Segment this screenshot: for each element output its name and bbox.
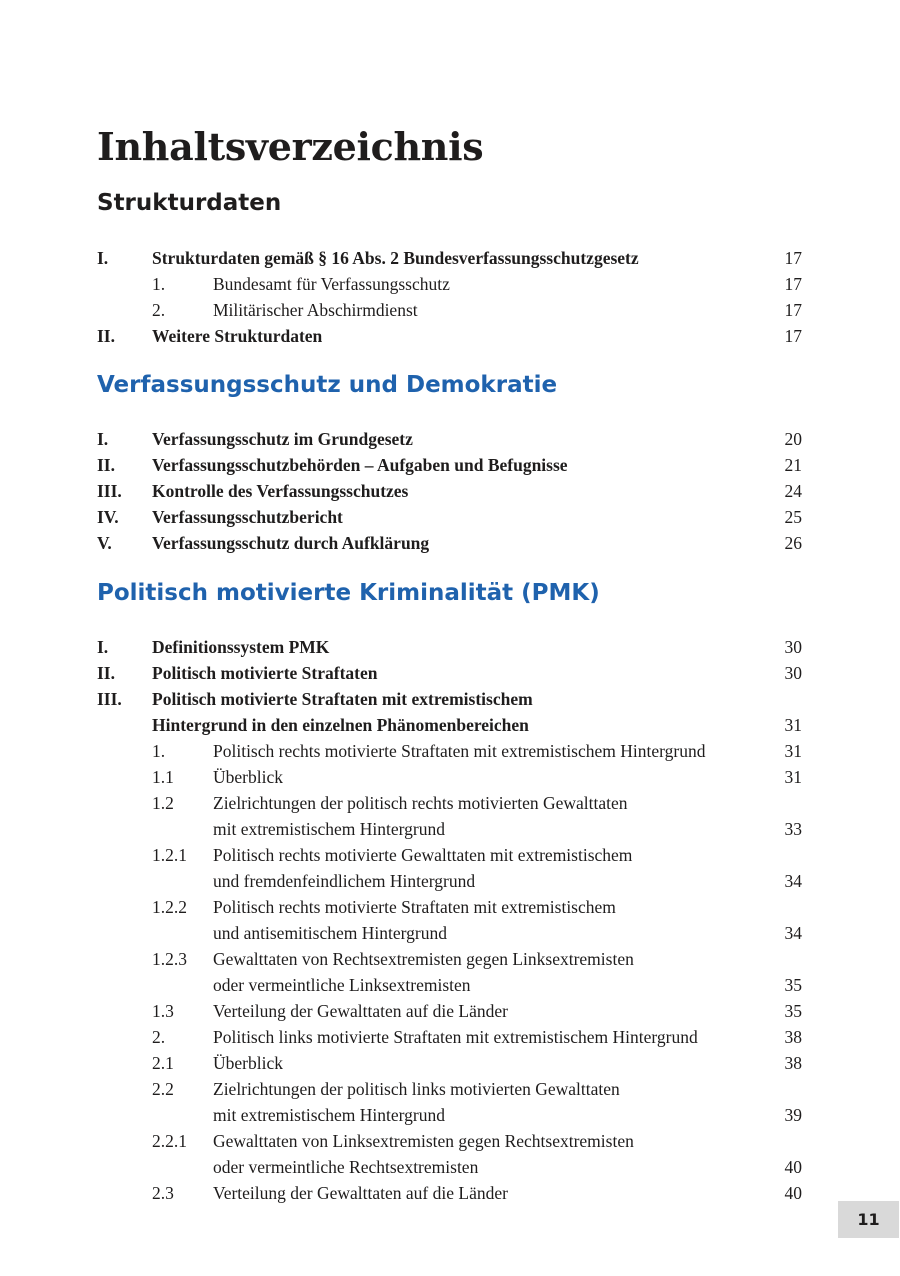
toc-entry[interactable] (97, 297, 802, 323)
toc-entry-title: Zielrichtungen der politisch links motivierten Gewalttaten (213, 1079, 620, 1099)
toc-entry[interactable] (97, 245, 802, 271)
toc-entry[interactable] (97, 712, 802, 738)
toc-entry-title: Verfassungsschutz im Grundgesetz (152, 429, 413, 449)
toc-entry-page: 26 (784, 533, 802, 553)
toc-entry[interactable] (97, 634, 802, 660)
toc-entry-number: 1.1 (152, 767, 174, 787)
toc-entry-page: 38 (784, 1053, 802, 1073)
toc-entry-title: Verfassungsschutzbehörden – Aufgaben und Befugnisse (152, 455, 568, 475)
toc-entry-title: und fremdenfeindlichem Hintergrund (213, 871, 476, 891)
page-title: Inhaltsverzeichnis (97, 124, 484, 169)
toc-entry-number: I. (97, 429, 109, 449)
toc-entry-title: Weitere Strukturdaten (152, 326, 323, 346)
toc-entry[interactable] (97, 790, 802, 816)
toc-entry[interactable] (97, 686, 802, 712)
toc-entry-title: und antisemitischem Hintergrund (213, 923, 447, 943)
toc-entry-title: oder vermeintliche Linksextremisten (213, 975, 471, 995)
toc-entry-number: II. (97, 455, 115, 475)
section-heading-strukturdaten: Strukturdaten (97, 190, 282, 216)
toc-entry-title: Kontrolle des Verfassungsschutzes (152, 481, 409, 501)
toc-entry-number: III. (97, 689, 122, 709)
toc-entry[interactable] (97, 1050, 802, 1076)
toc-entry-page: 31 (784, 741, 802, 761)
toc-entry-page: 39 (784, 1105, 802, 1125)
page-number: 11 (838, 1201, 899, 1238)
toc-list-strukturdaten (97, 245, 802, 349)
toc-entry[interactable] (97, 452, 802, 478)
toc-entry-number: 1.3 (152, 1001, 174, 1021)
toc-entry-title: Gewalttaten von Rechtsextremisten gegen Linksextremisten (213, 949, 634, 969)
toc-entry[interactable] (97, 946, 802, 972)
toc-entry-title: Politisch rechts motivierte Straftaten mit extremistischem (213, 897, 616, 917)
toc-entry-page: 21 (784, 455, 802, 475)
toc-entry-number: 1. (152, 741, 166, 761)
toc-entry-title: Verfassungsschutz durch Aufklärung (152, 533, 430, 553)
toc-entry[interactable] (97, 530, 802, 556)
toc-entry-number: I. (97, 248, 109, 268)
toc-entry-title: Definitionssystem PMK (152, 637, 330, 657)
toc-entry[interactable] (97, 1102, 802, 1128)
toc-list-verfassungsschutz (97, 426, 802, 556)
toc-entry-page: 17 (784, 274, 802, 294)
toc-entry-number: 1.2 (152, 793, 174, 813)
toc-entry-title: Verfassungsschutzbericht (152, 507, 343, 527)
toc-entry-title: Politisch links motivierte Straftaten mit extremistischem Hintergrund (213, 1027, 698, 1047)
toc-entry-title: Zielrichtungen der politisch rechts motivierten Gewalttaten (213, 793, 628, 813)
toc-entry-title: Strukturdaten gemäß § 16 Abs. 2 Bundesverfassungsschutzgesetz (152, 248, 639, 268)
toc-entry-page: 35 (784, 975, 802, 995)
toc-entry-number: 2.3 (152, 1183, 174, 1203)
toc-entry-page: 30 (784, 663, 802, 683)
toc-entry-title: mit extremistischem Hintergrund (213, 1105, 445, 1125)
toc-entry-title: Verteilung der Gewalttaten auf die Länder (213, 1183, 508, 1203)
toc-entry-page: 25 (784, 507, 802, 527)
toc-entry[interactable] (97, 478, 802, 504)
toc-entry-page: 31 (784, 715, 802, 735)
toc-entry[interactable] (97, 1180, 802, 1206)
toc-entry-page: 40 (784, 1157, 802, 1177)
toc-entry[interactable] (97, 1024, 802, 1050)
toc-entry-page: 17 (784, 326, 802, 346)
toc-entry-number: II. (97, 326, 115, 346)
toc-entry-title: Hintergrund in den einzelnen Phänomenbereichen (152, 715, 529, 735)
toc-entry-number: 1.2.3 (152, 949, 187, 969)
toc-entry-title: Überblick (213, 1053, 283, 1073)
toc-entry[interactable] (97, 894, 802, 920)
toc-entry-page: 31 (784, 767, 802, 787)
toc-entry-number: 1.2.2 (152, 897, 187, 917)
toc-entry[interactable] (97, 1128, 802, 1154)
toc-entry[interactable] (97, 920, 802, 946)
toc-entry-page: 38 (784, 1027, 802, 1047)
toc-entry[interactable] (97, 323, 802, 349)
toc-entry-title: Bundesamt für Verfassungsschutz (213, 274, 450, 294)
toc-entry-number: 1.2.1 (152, 845, 187, 865)
toc-entry-title: mit extremistischem Hintergrund (213, 819, 445, 839)
toc-entry-title: Verteilung der Gewalttaten auf die Länder (213, 1001, 508, 1021)
toc-entry[interactable] (97, 816, 802, 842)
toc-entry-page: 17 (784, 248, 802, 268)
toc-entry-page: 17 (784, 300, 802, 320)
toc-entry-title: oder vermeintliche Rechtsextremisten (213, 1157, 479, 1177)
toc-entry[interactable] (97, 426, 802, 452)
toc-entry-page: 35 (784, 1001, 802, 1021)
toc-entry-title: Politisch motivierte Straftaten mit extremistischem (152, 689, 533, 709)
toc-entry-page: 24 (784, 481, 802, 501)
toc-entry-number: I. (97, 637, 109, 657)
toc-entry[interactable] (97, 271, 802, 297)
toc-entry-number: V. (97, 533, 112, 553)
toc-entry-page: 40 (784, 1183, 802, 1203)
toc-entry-title: Gewalttaten von Linksextremisten gegen Rechtsextremisten (213, 1131, 634, 1151)
toc-entry[interactable] (97, 998, 802, 1024)
toc-entry[interactable] (97, 764, 802, 790)
toc-entry-number: 2. (152, 300, 166, 320)
toc-entry-page: 34 (784, 871, 802, 891)
toc-entry[interactable] (97, 1076, 802, 1102)
toc-entry-title: Überblick (213, 767, 283, 787)
toc-entry-title: Militärischer Abschirmdienst (213, 300, 418, 320)
toc-entry[interactable] (97, 504, 802, 530)
toc-entry[interactable] (97, 1154, 802, 1180)
toc-entry-number: 2.2.1 (152, 1131, 187, 1151)
toc-entry[interactable] (97, 868, 802, 894)
toc-entry-title: Politisch rechts motivierte Gewalttaten mit extremistischem (213, 845, 633, 865)
toc-entry-page: 30 (784, 637, 802, 657)
toc-entry-number: 2.1 (152, 1053, 174, 1073)
toc-entry-page: 33 (784, 819, 802, 839)
toc-list-pmk (97, 634, 802, 1206)
toc-entry-title: Politisch motivierte Straftaten (152, 663, 378, 683)
section-heading-verfassungsschutz-und-demokratie: Verfassungsschutz und Demokratie (97, 372, 558, 398)
toc-entry-number: 2.2 (152, 1079, 174, 1099)
toc-entry-number: 2. (152, 1027, 166, 1047)
toc-entry-number: IV. (97, 507, 119, 527)
toc-entry[interactable] (97, 972, 802, 998)
toc-entry-number: III. (97, 481, 122, 501)
toc-entry-title: Politisch rechts motivierte Straftaten mit extremistischem Hintergrund (213, 741, 706, 761)
toc-entry-number: 1. (152, 274, 166, 294)
section-heading-pmk: Politisch motivierte Kriminalität (PMK) (97, 580, 600, 606)
toc-entry[interactable] (97, 660, 802, 686)
toc-entry-page: 20 (784, 429, 802, 449)
toc-entry-number: II. (97, 663, 115, 683)
toc-entry-page: 34 (784, 923, 802, 943)
toc-entry[interactable] (97, 842, 802, 868)
toc-entry[interactable] (97, 738, 802, 764)
